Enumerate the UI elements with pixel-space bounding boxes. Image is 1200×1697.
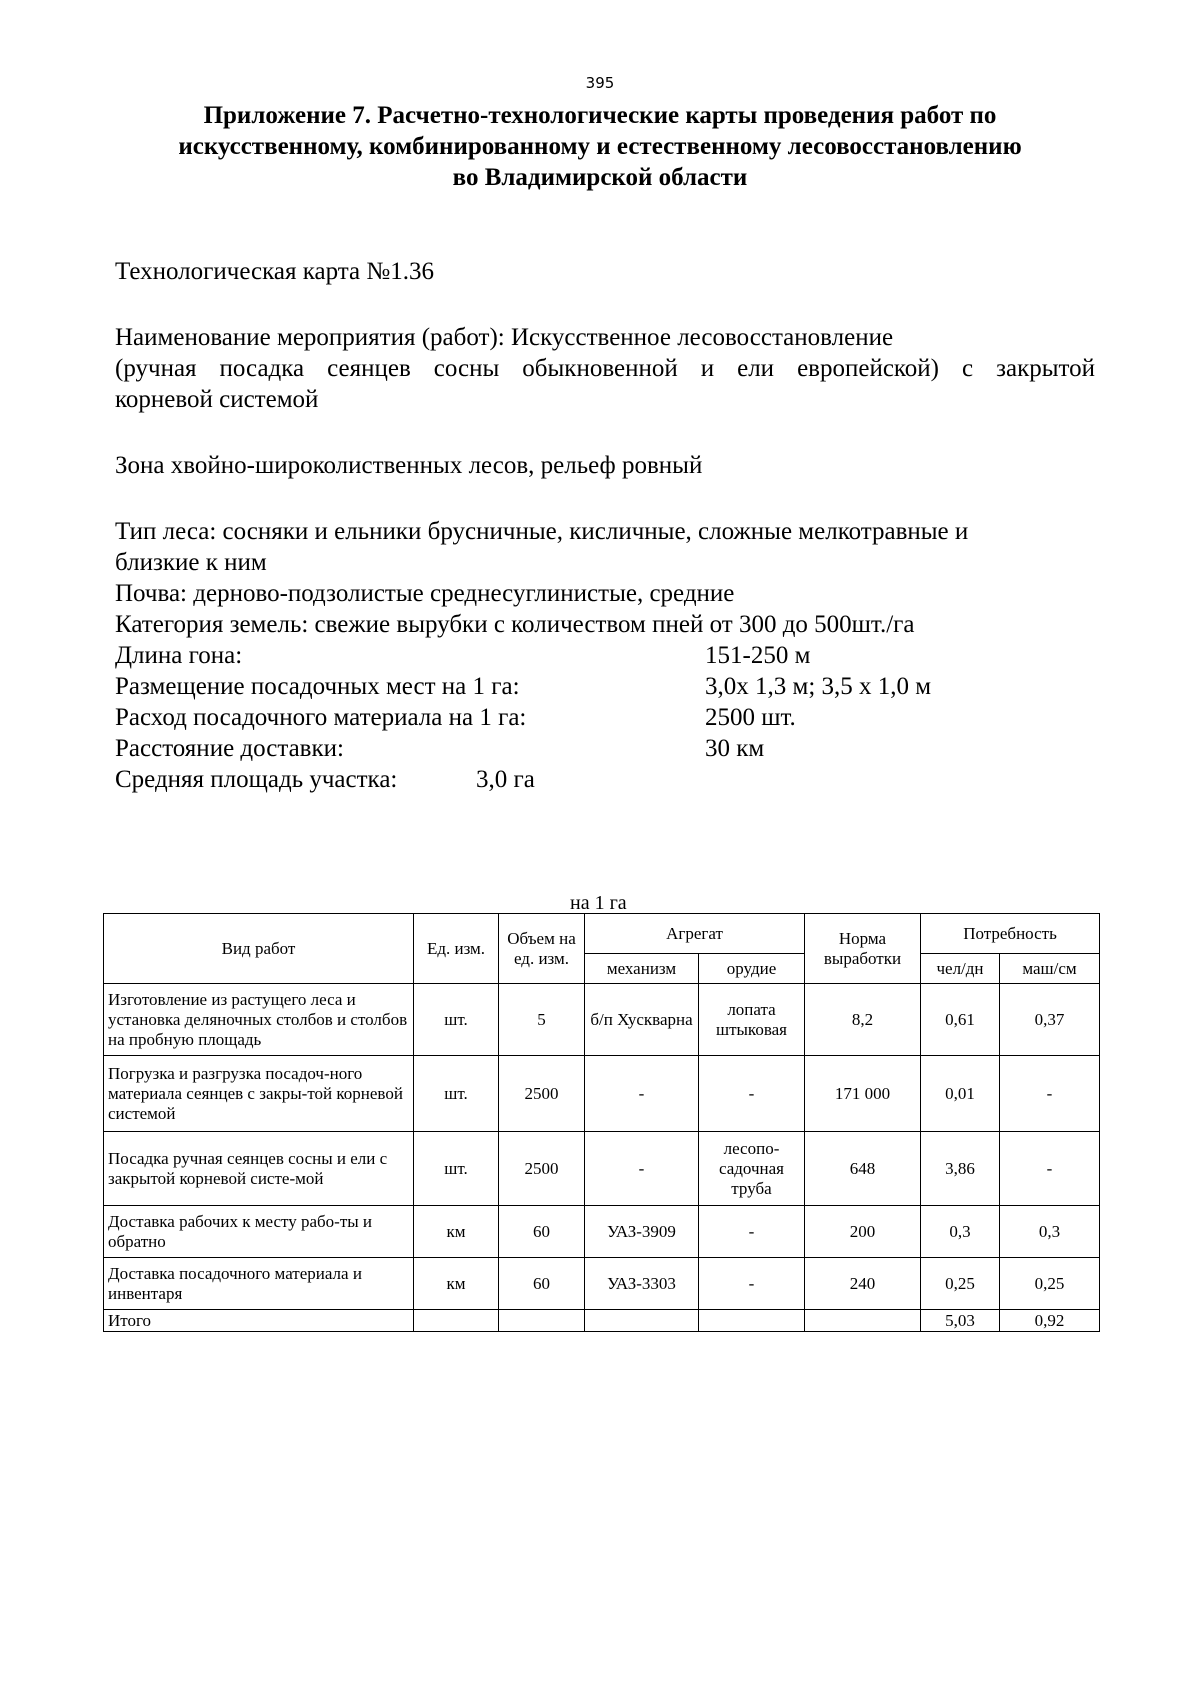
cell-work: Погрузка и разгрузка посадоч-ного материала сеянцев с закры-той корневой системой <box>104 1056 414 1132</box>
table-caption: на 1 га <box>570 892 627 914</box>
empty-cell <box>585 1310 699 1332</box>
cell-mechanism: УАЗ-3303 <box>585 1258 699 1310</box>
empty-cell <box>699 1310 805 1332</box>
table-row <box>104 1132 1100 1206</box>
param-value: 2500 шт. <box>705 704 796 731</box>
title-line: во Владимирской области <box>452 164 748 191</box>
forest-type-line: Тип леса: сосняки и ельники брусничные, кисличные, сложные мелкотравные и <box>115 518 969 545</box>
cell-machine-shifts: - <box>1000 1132 1100 1206</box>
table-row <box>104 1258 1100 1310</box>
header-norm: Норма выработки <box>805 914 921 984</box>
total-machine-shifts: 0,92 <box>1000 1310 1100 1332</box>
cell-norm: 240 <box>805 1258 921 1310</box>
param-label: Размещение посадочных мест на 1 га: <box>115 673 520 700</box>
header-man-days: чел/дн <box>921 954 1000 984</box>
cell-mechanism: б/п Хускварна <box>585 984 699 1056</box>
cell-unit: шт. <box>414 1056 499 1132</box>
avg-area-value: 3,0 га <box>476 766 535 793</box>
param-value: 3,0х 1,3 м; 3,5 х 1,0 м <box>705 673 932 700</box>
param-label: Длина гона: <box>115 642 243 669</box>
title-line: Приложение 7. Расчетно-технологические карты проведения работ по <box>203 102 997 129</box>
header-aggregate: Агрегат <box>585 914 805 954</box>
land-category-text: Категория земель: свежие вырубки с количеством пней от 300 до 500шт./га <box>115 611 915 638</box>
activity-line: корневой системой <box>115 386 319 413</box>
table-row <box>104 1056 1100 1132</box>
empty-cell <box>414 1310 499 1332</box>
cell-mechanism: - <box>585 1056 699 1132</box>
cell-man-days: 3,86 <box>921 1132 1000 1206</box>
cell-work: Доставка посадочного материала и инвентаря <box>104 1258 414 1310</box>
header-unit: Ед. изм. <box>414 914 499 984</box>
card-number: Технологическая карта №1.36 <box>115 258 434 285</box>
cell-norm: 8,2 <box>805 984 921 1056</box>
cell-machine-shifts: 0,37 <box>1000 984 1100 1056</box>
cell-man-days: 0,3 <box>921 1206 1000 1258</box>
zone-text: Зона хвойно-широколиственных лесов, рельеф ровный <box>115 452 703 479</box>
empty-cell <box>805 1310 921 1332</box>
page-number: 395 <box>585 74 615 92</box>
total-label: Итого <box>104 1310 414 1332</box>
activity-line: Наименование мероприятия (работ): Искусственное лесовосстановление <box>115 324 894 351</box>
cell-mechanism: УАЗ-3909 <box>585 1206 699 1258</box>
title-line: искусственному, комбинированному и естественному лесовосстановлению <box>178 133 1022 160</box>
work-table <box>103 913 1100 1332</box>
cell-volume: 60 <box>499 1258 585 1310</box>
cell-machine-shifts: 0,25 <box>1000 1258 1100 1310</box>
param-label: Расход посадочного материала на 1 га: <box>115 704 527 731</box>
cell-work: Изготовление из растущего леса и установка деляночных столбов и столбов на пробную площадь <box>104 984 414 1056</box>
empty-cell <box>499 1310 585 1332</box>
cell-man-days: 0,01 <box>921 1056 1000 1132</box>
cell-man-days: 0,25 <box>921 1258 1000 1310</box>
header-tool: орудие <box>699 954 805 984</box>
cell-mechanism: - <box>585 1132 699 1206</box>
cell-tool: - <box>699 1206 805 1258</box>
header-demand: Потребность <box>921 914 1100 954</box>
cell-work: Доставка рабочих к месту рабо-ты и обратно <box>104 1206 414 1258</box>
param-value: 30 км <box>705 735 765 762</box>
avg-area-label: Средняя площадь участка: <box>115 766 398 793</box>
soil-text: Почва: дерново-подзолистые среднесуглинистые, средние <box>115 580 735 607</box>
cell-norm: 200 <box>805 1206 921 1258</box>
cell-man-days: 0,61 <box>921 984 1000 1056</box>
cell-norm: 648 <box>805 1132 921 1206</box>
cell-volume: 60 <box>499 1206 585 1258</box>
cell-unit: шт. <box>414 984 499 1056</box>
cell-norm: 171 000 <box>805 1056 921 1132</box>
header-mechanism: механизм <box>585 954 699 984</box>
header-work: Вид работ <box>104 914 414 984</box>
cell-volume: 2500 <box>499 1132 585 1206</box>
total-row <box>104 1310 1100 1332</box>
header-machine-shifts: маш/см <box>1000 954 1100 984</box>
cell-unit: шт. <box>414 1132 499 1206</box>
cell-volume: 5 <box>499 984 585 1056</box>
table-row <box>104 1206 1100 1258</box>
param-value: 151-250 м <box>705 642 811 669</box>
cell-tool: - <box>699 1056 805 1132</box>
table-row <box>104 984 1100 1056</box>
param-label: Расстояние доставки: <box>115 735 344 762</box>
cell-tool: - <box>699 1258 805 1310</box>
cell-volume: 2500 <box>499 1056 585 1132</box>
activity-line: (ручная посадка сеянцев сосны обыкновенной и ели европейской) с закрытой <box>115 355 1095 382</box>
cell-unit: км <box>414 1258 499 1310</box>
cell-machine-shifts: 0,3 <box>1000 1206 1100 1258</box>
cell-tool: лесопо-садочная труба <box>699 1132 805 1206</box>
cell-unit: км <box>414 1206 499 1258</box>
header-volume: Объем на ед. изм. <box>499 914 585 984</box>
cell-tool: лопата штыковая <box>699 984 805 1056</box>
document-title <box>100 100 1100 193</box>
cell-work: Посадка ручная сеянцев сосны и ели с закрытой корневой систе-мой <box>104 1132 414 1206</box>
total-man-days: 5,03 <box>921 1310 1000 1332</box>
cell-machine-shifts: - <box>1000 1056 1100 1132</box>
forest-type-line: близкие к ним <box>115 549 267 576</box>
